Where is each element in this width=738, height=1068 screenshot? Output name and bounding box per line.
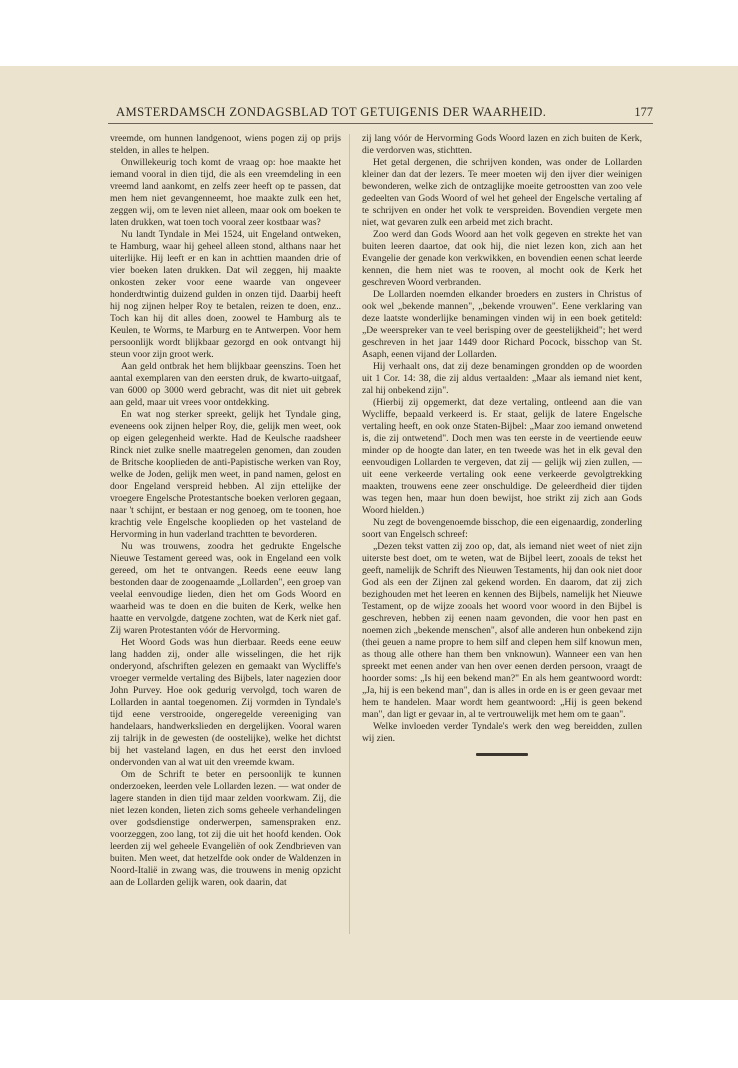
- paragraph: Zoo werd dan Gods Woord aan het volk gegeven en strekte het van buiten leeren daartoe, dat ook hij, die niet lezen kon, zich aan het Evangelie der genade kon verkwikken, en bovendien eenen schat leerde kennen, die hem niet was te rooven, al mocht ook de Kerk het geschreven Woord verbranden.: [362, 229, 642, 288]
- page-number: 177: [634, 105, 653, 119]
- paragraph: Nu landt Tyndale in Mei 1524, uit Engeland ontweken, te Hamburg, waar hij geheel alleen stond, althans naar het uiterlijke. Hij leeft er en kan in achttien maanden drie of vier boeken laten drukken. Dat wil zeggen, hij maakte onkosten zeker voor eene waarde van ongeveer honderdtwintig duizend gulden in onzen tijd. Daarbij heeft hij nog zijnen helper Roy te betalen, reizen te doen, enz.. Toch kan hij dit alles doen, zoowel te Hamburg als te Keulen, te Worms, te Marburg en te Antwerpen. Voor hem persoonlijk wordt blijkbaar gezorgd en ook ontvangt hij steun voor zijn groot werk.: [110, 229, 341, 360]
- paragraph: Aan geld ontbrak het hem blijkbaar geenszins. Toen het aantal exemplaren van den eersten druk, de kwarto-uitgaaf, van 6000 op 3000 werd gebracht, was dit niet uit gebrek aan geld, maar uit vrees voor ontdekking.: [110, 361, 341, 408]
- end-ornament: [476, 753, 528, 756]
- column-divider: [349, 134, 350, 934]
- paragraph: Welke invloeden verder Tyndale's werk den weg bereidden, zullen wij zien.: [362, 721, 642, 744]
- paragraph: vreemde, om hunnen landgenoot, wiens pogen zij op prijs stelden, in alles te helpen.: [110, 133, 341, 156]
- paragraph: (Hierbij zij opgemerkt, dat deze vertaling, ontleend aan die van Wycliffe, bepaald verkeerd is. Er staat, gelijk de latere Engelsche vertaling heeft, en ook onze Staten-Bijbel: „Maar zoo iemand onwetend is, die zij ontwetend". Doch men was ten eerste in de veertiende eeuw minder op de hoogte dan later, en ten tweede was het in elk geval den eenvoudigen Lollarden te vergeven, dat zij — gelijk wij zien zullen, — uit eene verkeerde vertaling ook eene verkeerde gevolgtrekking maakten, trouwens eene zeer onschuldige. De geleerdheid dier tijden was tegen hen, maar hun doen bewijst, hoe strikt zij zich aan Gods Woord hielden.): [362, 397, 642, 516]
- paragraph: Het Woord Gods was hun dierbaar. Reeds eene eeuw lang hadden zij, onder alle wisselingen, die het rijk onderyond, afschriften gelezen en gemaakt van Wycliffe's vroeger vermelde vertaling des Bijbels, later nagezien door John Purvey. Hoe ook gedurig vervolgd, toch waren de Lollarden in aantal toegenomen. Zij vormden in Tyndale's tijd eene verstrooide, ongeregelde vereeniging van handelaars, handwerkslieden en dergelijken. Vooral waren zij talrijk in de gewesten (de oostelijke), welke het dichtst bij het vasteland lagen, en dus het eerst den invloed ondervonden van al wat uit den vreemde kwam.: [110, 637, 341, 768]
- paragraph: De Lollarden noemden elkander broeders en zusters in Christus of ook wel „bekende mannen", „bekende vrouwen". Eene verklaring van deze laatste wonderlijke benamingen vinden wij in een boek getiteld: „De weersprekеr van te veel berisping over de geestelijkheid"; het werd geschreven in het jaar 1449 door Richard Pocock, bisschop van St. Asaph, eenen vijand der Lollarden.: [362, 289, 642, 360]
- paragraph: Onwillekeurig toch komt de vraag op: hoe maakte het iemand vooral in dien tijd, die als een vreemdeling in een vreemd land aankomt, en zelfs zeer heeft op te passen, dat men hem niet gevangenneemt, hoe maakte zulk een het, zeggen wij, om te leven niet alleen, maar ook om boeken te laten drukken, wat toen toch vooral zeer kostbaar was?: [110, 157, 341, 228]
- paragraph: Het getal dergenen, die schrijven konden, was onder de Lollarden kleiner dan dat der lezers. Te meer moeten wij den ijver dier weinigen bewonderen, welke zich de ontzaglijke moeite getroostten van zoo vele gedeelten van Gods Woord of wel het geheel der Engelsche vertaling af te schrijven en onder het volk te verspreiden. Bovendien vergete men niet, wat gevaren zulk een arbeid met zich bracht.: [362, 157, 642, 228]
- left-column: [110, 133, 341, 933]
- paragraph: zij lang vóór de Hervorming Gods Woord lazen en zich buiten de Kerk, die verdorven was, stichtten.: [362, 133, 642, 156]
- running-header: [108, 103, 653, 124]
- paragraph: Om de Schrift te beter en persoonlijk te kunnen onderzoeken, leerden vele Lollarden lezen. — wat onder de lagere standen in dien tijd maar zelden voorkwam. Zij, die niet lezen konden, lieten zich soms geheele verhandelingen over godsdienstige onderwerpen, samenspraken enz. voorzeggen, zoo lang, tot zij die uit het hoofd kenden. Ook leerden zij wel geheele Evangeliën of ook Zendbrieven van buiten. Men weet, dat hetzelfde ook onder de Waldenzen in Noord-Italië in zwang was, die trouwens in menig opzicht aan de Lollarden gelijk waren, ook daarin, dat: [110, 769, 341, 888]
- paragraph: Nu zegt de bovengenoemde bisschop, die een eigenaardig, zonderling soort van Engelsch schreef:: [362, 517, 642, 540]
- journal-title: AMSTERDAMSCH ZONDAGSBLAD TOT GETUIGENIS DER WAARHEID.: [116, 105, 547, 119]
- paragraph: „Dezen tekst vatten zij zoo op, dat, als iemand niet weet of niet zijn uiterste best doet, om te weten, wat de Bijbel leert, zooals de tekst het geeft, namelijk de Schrift des Nieuwen Testaments, hij dan ook niet door God als een der Zijnen zal gekend worden. En daarom, dat zij zich bezighouden met het leeren en kennen des Bijbels, namelijk het Nieuwe Testament, op de wijze zooals het woord voor woord in den Bijbel is geschreven, hebben zij eenen naam gevonden, die voor hen past en noemen zich „bekende menschen", alsof alle anderen hun onbekend zijn (thei geuen a name propre to hem silf and clepen hem silf knowun men, as thoug alle othere han them ben vnknowun). Wanneer een van hen spreekt met eenen ander van hen over eenen derden persoon, vraagt de hoorder soms: „Is hij een bekend man?" En als hem geantwoord wordt: „Ja, hij is een bekend man", dan is alles in orde en is er geen gevaar met hem te handelen. Maar wordt hem geantwoord: „Hij is geen bekend man", dan ligt er gevaar in, al te vertrouwelijk met hem om te gaan".: [362, 541, 642, 720]
- paragraph: Nu was trouwens, zoodra het gedrukte Engelsche Nieuwe Testament gereed was, ook in Engeland een volk gereed, om het te ontvangen. Reeds eene eeuw lang bestonden daar de zoogenaamde „Lollarden", een groep van veelal eenvoudige lieden, dien het om Gods Woord en waarheid was te doen en die buiten de Kerk, welke hen haatte en vervolgde, datgene zochten, wat de Kerk niet gaf. Zij waren Protestanten vóór de Hervorming.: [110, 541, 341, 636]
- right-column: [362, 133, 642, 933]
- paragraph: En wat nog sterker spreekt, gelijk het Tyndale ging, eveneens ook zijnen helper Roy, die, gelijk men weet, ook op eigen gelegenheid werkte. Had de Keulsche raadsheer Rinck niet zulke snelle maatregelen genomen, dan zouden de Britsche kooplieden de anti-Papistische werken van Roy, welke de Joden, gelijk men weet, in pand namen, gelost en door Engeland verspreid hebben. Al zijn ettelijke der vroegere Engelsche Protestantsche boeken verloren gegaan, naar 't schijnt, er bestaan er nog genoeg, om te toonen, hoe krachtig vele Engelsche kooplieden op het vasteland de Hervorming in hun vaderland trachtten te bevorderen.: [110, 409, 341, 540]
- paragraph: Hij verhaalt ons, dat zij deze benamingen grondden op de woorden uit 1 Cor. 14: 38, die zij aldus vertaalden: „Maar als iemand niet kent, zal hij onbekend zijn".: [362, 361, 642, 396]
